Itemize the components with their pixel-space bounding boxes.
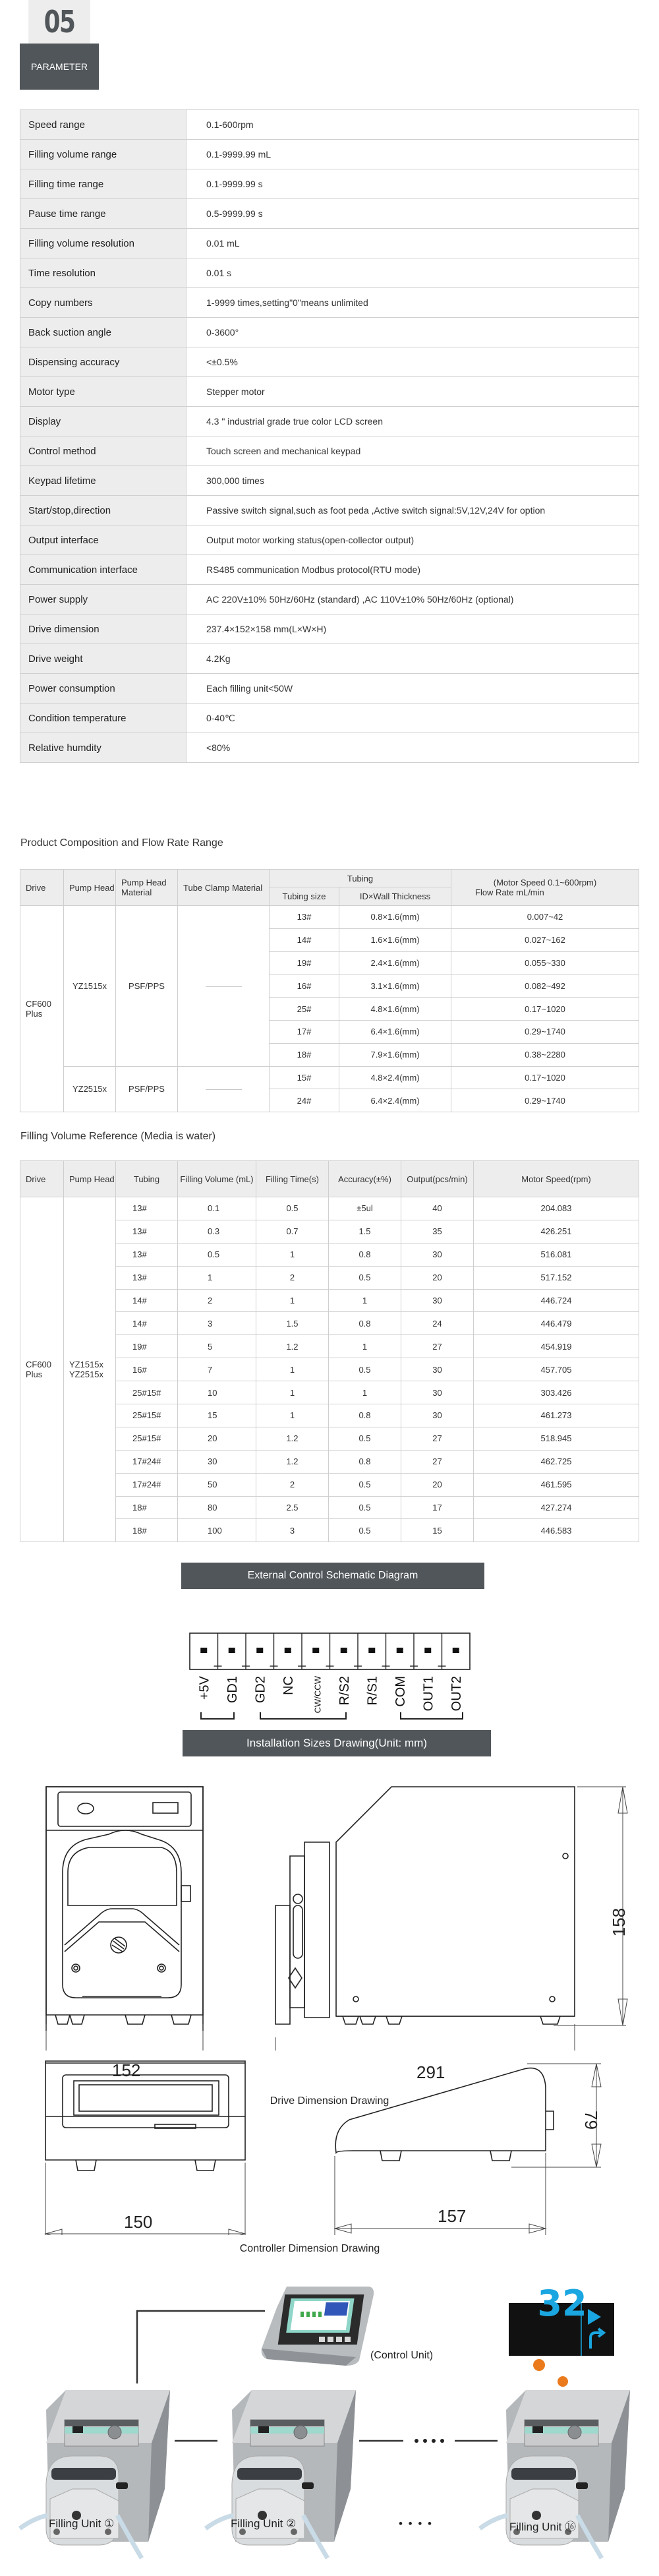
filling-volume-cell: 15 <box>178 1404 256 1427</box>
parameter-name: Power supply <box>20 585 186 614</box>
parameter-table <box>20 109 639 763</box>
parameter-row <box>20 644 639 674</box>
composition-row <box>20 906 639 929</box>
filling-output-cell: 30 <box>401 1289 474 1312</box>
parameter-name: Display <box>20 407 186 436</box>
filling-unit-pump <box>206 2390 356 2558</box>
filling-accuracy-cell: 0.5 <box>329 1427 401 1450</box>
filling-tubing-cell: 14# <box>116 1312 178 1335</box>
filling-tubing-cell: 13# <box>116 1220 178 1243</box>
filling-accuracy-cell: 0.5 <box>329 1473 401 1496</box>
parameter-row <box>20 140 639 169</box>
terminal-pin-icon <box>397 1648 403 1653</box>
col-flow-rate <box>451 870 639 906</box>
tubing-size-cell: 25# <box>270 998 339 1021</box>
filling-row <box>20 1197 639 1220</box>
parameter-value: 1-9999 times,setting"0"means unlimited <box>186 288 639 318</box>
pump-head-1: YZ1515x <box>69 1360 104 1370</box>
section-label: PARAMETER <box>20 44 99 90</box>
parameter-name: Copy numbers <box>20 288 186 318</box>
connector-ellipsis-dots <box>415 2439 444 2443</box>
filling-speed-cell: 454.919 <box>474 1335 639 1358</box>
terminal-block-diagram <box>165 1589 494 1721</box>
parameter-name: Communication interface <box>20 555 186 585</box>
filling-drive-cell: CF600 Plus <box>20 1197 64 1542</box>
parameter-row <box>20 674 639 704</box>
parameter-name: Start/stop,direction <box>20 496 186 525</box>
flow-rate-cell: 0.29~1740 <box>451 1089 639 1112</box>
parameter-name: Keypad lifetime <box>20 466 186 496</box>
drive-cell: CF600 Plus <box>20 906 64 1112</box>
parameter-row <box>20 585 639 614</box>
terminal-pin-icon <box>453 1648 459 1653</box>
controller-length-label: 157 <box>438 2206 467 2226</box>
filling-time-cell: 1 <box>256 1289 329 1312</box>
terminal-label: R/S2 <box>337 1676 352 1706</box>
col-pump-head-material: Pump Head Material <box>116 870 178 906</box>
empty-dash <box>206 986 242 987</box>
filling-speed-cell: 446.479 <box>474 1312 639 1335</box>
filling-accuracy-cell: 0.8 <box>329 1404 401 1427</box>
filling-speed-cell: 457.705 <box>474 1358 639 1381</box>
parameter-value: 0-40℃ <box>186 704 639 733</box>
filling-time-cell: 3 <box>256 1519 329 1542</box>
terminal-pin-icon <box>312 1648 319 1653</box>
parameter-row <box>20 318 639 347</box>
filling-speed-cell: 427.274 <box>474 1496 639 1519</box>
parameter-name: Filling time range <box>20 169 186 199</box>
filling-accuracy-cell: 0.5 <box>329 1519 401 1542</box>
filling-speed-cell: 204.083 <box>474 1197 639 1220</box>
filling-volume-cell: 3 <box>178 1312 256 1335</box>
parameter-row <box>20 436 639 466</box>
terminal-label: +5V <box>197 1676 212 1700</box>
parameter-value: 0.01 mL <box>186 229 639 258</box>
filling-speed-cell: 446.724 <box>474 1289 639 1312</box>
filling-output-cell: 30 <box>401 1381 474 1404</box>
filling-volume-cell: 1 <box>178 1266 256 1289</box>
parameter-row <box>20 614 639 644</box>
id-wall-cell: 1.6×1.6(mm) <box>339 928 451 951</box>
parameter-value: Each filling unit<50W <box>186 674 639 704</box>
filling-volume-cell: 100 <box>178 1519 256 1542</box>
filling-output-cell: 27 <box>401 1335 474 1358</box>
pump-head-cell: YZ1515x <box>64 906 116 1067</box>
terminal-pin-icon <box>285 1648 291 1653</box>
controller-caption: Controller Dimension Drawing <box>239 2243 380 2254</box>
parameter-value: 0-3600° <box>186 318 639 347</box>
id-wall-cell: 2.4×1.6(mm) <box>339 951 451 974</box>
filling-col-header: Output(pcs/min) <box>401 1161 474 1197</box>
filling-volume-cell: 0.1 <box>178 1197 256 1220</box>
filling-volume-cell: 20 <box>178 1427 256 1450</box>
filling-volume-cell: 80 <box>178 1496 256 1519</box>
parameter-name: Back suction angle <box>20 318 186 347</box>
ellipsis: • • • • <box>399 2517 433 2530</box>
parameter-value: 4.2Kg <box>186 644 639 674</box>
filling-output-cell: 20 <box>401 1266 474 1289</box>
filling-accuracy-cell: ±5ul <box>329 1197 401 1220</box>
parameter-row <box>20 466 639 496</box>
parameter-name: Filling volume resolution <box>20 229 186 258</box>
controller-width-label: 150 <box>124 2212 153 2232</box>
terminal-pin-icon <box>424 1648 431 1653</box>
pump-head-material-cell: PSF/PPS <box>116 906 178 1067</box>
filling-output-cell: 27 <box>401 1450 474 1473</box>
parameter-row <box>20 733 639 763</box>
parameter-name: Dispensing accuracy <box>20 347 186 377</box>
filling-volume-cell: 7 <box>178 1358 256 1381</box>
parameter-name: Output interface <box>20 525 186 555</box>
drive-views <box>0 1774 659 2051</box>
schematic-banner: External Control Schematic Diagram <box>181 1563 484 1589</box>
terminal-label: COM <box>393 1676 408 1707</box>
parameter-name: Drive weight <box>20 644 186 674</box>
tube-clamp-material-cell <box>178 906 270 1067</box>
filling-time-cell: 1 <box>256 1404 329 1427</box>
parameter-name: Speed range <box>20 110 186 140</box>
terminal-label: NC <box>281 1676 296 1695</box>
parameter-row <box>20 110 639 140</box>
col-tube-clamp-material: Tube Clamp Material <box>178 870 270 906</box>
filling-col-header: Filling Time(s) <box>256 1161 329 1197</box>
terminal-pin-icon <box>256 1648 263 1653</box>
terminal-label: GD2 <box>253 1676 268 1704</box>
parameter-value: 237.4×152×158 mm(L×W×H) <box>186 614 639 644</box>
composition-table <box>20 869 639 1112</box>
filling-col-header: Accuracy(±%) <box>329 1161 401 1197</box>
flow-rate-cell: 0.17~1020 <box>451 998 639 1021</box>
filling-tubing-cell: 13# <box>116 1243 178 1266</box>
filling-speed-cell: 446.583 <box>474 1519 639 1542</box>
filling-output-cell: 30 <box>401 1358 474 1381</box>
parameter-row <box>20 258 639 288</box>
filling-col-header: Pump Head <box>64 1161 116 1197</box>
filling-unit-16-label: Filling Unit ⑯ <box>509 2521 577 2533</box>
filling-tubing-cell: 13# <box>116 1197 178 1220</box>
id-wall-cell: 0.8×1.6(mm) <box>339 906 451 929</box>
filling-output-cell: 20 <box>401 1473 474 1496</box>
filling-time-cell: 1 <box>256 1243 329 1266</box>
parameter-value: 0.01 s <box>186 258 639 288</box>
tubing-size-cell: 17# <box>270 1020 339 1043</box>
filling-unit-2-label: Filling Unit ② <box>231 2517 297 2530</box>
filling-volume-cell: 10 <box>178 1381 256 1404</box>
flow-rate-cell: 0.027~162 <box>451 928 639 951</box>
control-unit-device <box>262 2287 374 2366</box>
tubing-size-cell: 14# <box>270 928 339 951</box>
filling-time-cell: 2 <box>256 1473 329 1496</box>
parameter-value: 0.1-600rpm <box>186 110 639 140</box>
tubing-size-cell: 24# <box>270 1089 339 1112</box>
filling-tubing-cell: 13# <box>116 1266 178 1289</box>
parameter-name: Pause time range <box>20 199 186 229</box>
filling-tubing-cell: 18# <box>116 1519 178 1542</box>
filling-accuracy-cell: 1.5 <box>329 1220 401 1243</box>
drive-caption: Drive Dimension Drawing <box>270 2095 389 2107</box>
terminal-pin-icon <box>200 1648 207 1653</box>
parameter-value: AC 220V±10% 50Hz/60Hz (standard) ,AC 110V±10% 50Hz/60Hz (optional) <box>186 585 639 614</box>
parameter-name: Filling volume range <box>20 140 186 169</box>
filling-time-cell: 2 <box>256 1266 329 1289</box>
pump-head-cell: YZ2515x <box>64 1066 116 1112</box>
parameter-row <box>20 525 639 555</box>
parameter-row <box>20 496 639 525</box>
filling-time-cell: 1.2 <box>256 1427 329 1450</box>
filling-speed-cell: 426.251 <box>474 1220 639 1243</box>
controller-height-label: 79 <box>581 2111 601 2130</box>
led-display-number: 32 <box>537 2283 587 2324</box>
filling-output-cell: 17 <box>401 1496 474 1519</box>
filling-speed-cell: 461.273 <box>474 1404 639 1427</box>
parameter-name: Relative humdity <box>20 733 186 763</box>
id-wall-cell: 4.8×2.4(mm) <box>339 1066 451 1089</box>
filling-accuracy-cell: 0.5 <box>329 1266 401 1289</box>
filling-volume-cell: 2 <box>178 1289 256 1312</box>
filling-time-cell: 0.5 <box>256 1197 329 1220</box>
col-drive: Drive <box>20 870 64 906</box>
filling-volume-cell: 0.3 <box>178 1220 256 1243</box>
terminal-label: CW/CCW <box>312 1676 323 1714</box>
front-view <box>46 1787 203 2024</box>
parameter-value: Output motor working status(open-collector output) <box>186 525 639 555</box>
parameter-name: Time resolution <box>20 258 186 288</box>
filling-output-cell: 15 <box>401 1519 474 1542</box>
col-id-wall: ID×Wall Thickness <box>339 887 451 906</box>
parameter-name: Condition temperature <box>20 704 186 733</box>
filling-accuracy-cell: 0.8 <box>329 1243 401 1266</box>
flow-rate-cell: 0.38~2280 <box>451 1043 639 1066</box>
terminal-label: R/S1 <box>365 1676 380 1706</box>
parameter-name: Power consumption <box>20 674 186 704</box>
filling-output-cell: 27 <box>401 1427 474 1450</box>
filling-time-cell: 1.2 <box>256 1450 329 1473</box>
filling-volume-cell: 30 <box>178 1450 256 1473</box>
filling-tubing-cell: 17#24# <box>116 1473 178 1496</box>
parameter-name: Control method <box>20 436 186 466</box>
filling-volume-cell: 0.5 <box>178 1243 256 1266</box>
filling-tubing-cell: 14# <box>116 1289 178 1312</box>
terminal-label: GD1 <box>225 1676 240 1704</box>
parameter-name: Motor type <box>20 377 186 407</box>
filling-time-cell: 1 <box>256 1381 329 1404</box>
id-wall-cell: 3.1×1.6(mm) <box>339 974 451 998</box>
tubing-size-cell: 15# <box>270 1066 339 1089</box>
filling-time-cell: 1.5 <box>256 1312 329 1335</box>
parameter-value: <80% <box>186 733 639 763</box>
filling-pump-head-cell <box>64 1197 116 1542</box>
filling-accuracy-cell: 1 <box>329 1335 401 1358</box>
parameter-value: Passive switch signal,such as foot peda ,Active switch signal:5V,12V,24V for option <box>186 496 639 525</box>
empty-dash <box>206 1089 242 1090</box>
flow-rate-cell: 0.007~42 <box>451 906 639 929</box>
parameter-name: Drive dimension <box>20 614 186 644</box>
side-view <box>275 1787 575 2024</box>
pump-head-material-cell: PSF/PPS <box>116 1066 178 1112</box>
terminal-label: OUT2 <box>449 1676 464 1712</box>
parameter-value: 0.1-9999.99 mL <box>186 140 639 169</box>
filling-accuracy-cell: 0.5 <box>329 1496 401 1519</box>
parameter-row <box>20 169 639 199</box>
filling-tubing-cell: 25#15# <box>116 1427 178 1450</box>
filling-col-header: Filling Volume (mL) <box>178 1161 256 1197</box>
flow-header-line2: Flow Rate mL/min <box>475 887 544 897</box>
filling-tubing-cell: 19# <box>116 1335 178 1358</box>
installation-banner: Installation Sizes Drawing(Unit: mm) <box>183 1730 491 1756</box>
filling-speed-cell: 303.426 <box>474 1381 639 1404</box>
tubing-size-cell: 13# <box>270 906 339 929</box>
flow-rate-cell: 0.29~1740 <box>451 1020 639 1043</box>
drive-width-label: 152 <box>112 2060 141 2080</box>
filling-tubing-cell: 18# <box>116 1496 178 1519</box>
filling-time-cell: 2.5 <box>256 1496 329 1519</box>
parameter-row <box>20 229 639 258</box>
col-pump-head: Pump Head <box>64 870 116 906</box>
controller-front-view <box>45 2061 245 2171</box>
parameter-row <box>20 199 639 229</box>
parameter-value: 300,000 times <box>186 466 639 496</box>
filling-output-cell: 30 <box>401 1243 474 1266</box>
filling-tubing-cell: 25#15# <box>116 1381 178 1404</box>
filling-col-header: Tubing <box>116 1161 178 1197</box>
filling-speed-cell: 518.945 <box>474 1427 639 1450</box>
filling-speed-cell: 461.595 <box>474 1473 639 1496</box>
id-wall-cell: 4.8×1.6(mm) <box>339 998 451 1021</box>
filling-accuracy-cell: 0.8 <box>329 1450 401 1473</box>
filling-table <box>20 1160 639 1542</box>
parameter-row <box>20 704 639 733</box>
filling-tubing-cell: 25#15# <box>116 1404 178 1427</box>
filling-accuracy-cell: 1 <box>329 1289 401 1312</box>
filling-volume-cell: 5 <box>178 1335 256 1358</box>
tube-clamp-material-cell <box>178 1066 270 1112</box>
flow-rate-cell: 0.17~1020 <box>451 1066 639 1089</box>
parameter-value: Touch screen and mechanical keypad <box>186 436 639 466</box>
section-badge <box>20 0 99 90</box>
filling-time-cell: 1.2 <box>256 1335 329 1358</box>
section-number: 05 <box>28 0 90 44</box>
filling-col-header: Drive <box>20 1161 64 1197</box>
composition-row <box>20 1066 639 1089</box>
filling-col-header: Motor Speed(rpm) <box>474 1161 639 1197</box>
controller-dimension-drawing <box>0 2051 659 2235</box>
flow-rate-cell: 0.082~492 <box>451 974 639 998</box>
drive-length-label: 291 <box>416 2062 445 2082</box>
terminal-label: OUT1 <box>421 1676 436 1712</box>
col-tubing-size: Tubing size <box>270 887 339 906</box>
filling-accuracy-cell: 0.8 <box>329 1312 401 1335</box>
tubing-size-cell: 19# <box>270 951 339 974</box>
filling-title: Filling Volume Reference (Media is water) <box>20 1131 216 1142</box>
controller-side-view <box>335 2068 554 2161</box>
filling-speed-cell: 517.152 <box>474 1266 639 1289</box>
parameter-row <box>20 288 639 318</box>
filling-tubing-cell: 16# <box>116 1358 178 1381</box>
flow-rate-cell: 0.055~330 <box>451 951 639 974</box>
parameter-row <box>20 347 639 377</box>
tubing-size-cell: 16# <box>270 974 339 998</box>
filling-unit-pump <box>20 2390 170 2558</box>
parameter-value: 4.3 " industrial grade true color LCD screen <box>186 407 639 436</box>
parameter-value: Stepper motor <box>186 377 639 407</box>
filling-speed-cell: 516.081 <box>474 1243 639 1266</box>
composition-title: Product Composition and Flow Rate Range <box>20 837 223 849</box>
filling-volume-cell: 50 <box>178 1473 256 1496</box>
parameter-row <box>20 555 639 585</box>
filling-output-cell: 24 <box>401 1312 474 1335</box>
terminal-pin-icon <box>229 1648 235 1653</box>
filling-time-cell: 1 <box>256 1358 329 1381</box>
filling-output-cell: 40 <box>401 1197 474 1220</box>
filling-output-cell: 30 <box>401 1404 474 1427</box>
parameter-value: RS485 communication Modbus protocol(RTU mode) <box>186 555 639 585</box>
pump-head-2: YZ2515x <box>69 1369 104 1380</box>
filling-tubing-cell: 17#24# <box>116 1450 178 1473</box>
control-unit-label: (Control Unit) <box>370 2350 434 2361</box>
parameter-value: 0.5-9999.99 s <box>186 199 639 229</box>
filling-time-cell: 0.7 <box>256 1220 329 1243</box>
col-tubing: Tubing <box>270 870 451 887</box>
parameter-row <box>20 407 639 436</box>
parameter-value: <±0.5% <box>186 347 639 377</box>
filling-accuracy-cell: 0.5 <box>329 1358 401 1381</box>
filling-unit-1-label: Filling Unit ① <box>49 2517 115 2530</box>
filling-accuracy-cell: 1 <box>329 1381 401 1404</box>
drive-height-label: 158 <box>609 1907 629 1937</box>
parameter-value: 0.1-9999.99 s <box>186 169 639 199</box>
id-wall-cell: 6.4×2.4(mm) <box>339 1089 451 1112</box>
tubing-size-cell: 18# <box>270 1043 339 1066</box>
parameter-row <box>20 377 639 407</box>
flow-header-line1: (Motor Speed 0.1~600rpm) <box>493 878 597 887</box>
id-wall-cell: 7.9×1.6(mm) <box>339 1043 451 1066</box>
terminal-pin-icon <box>368 1648 375 1653</box>
terminal-pin-icon <box>341 1648 347 1653</box>
id-wall-cell: 6.4×1.6(mm) <box>339 1020 451 1043</box>
filling-speed-cell: 462.725 <box>474 1450 639 1473</box>
filling-output-cell: 35 <box>401 1220 474 1243</box>
